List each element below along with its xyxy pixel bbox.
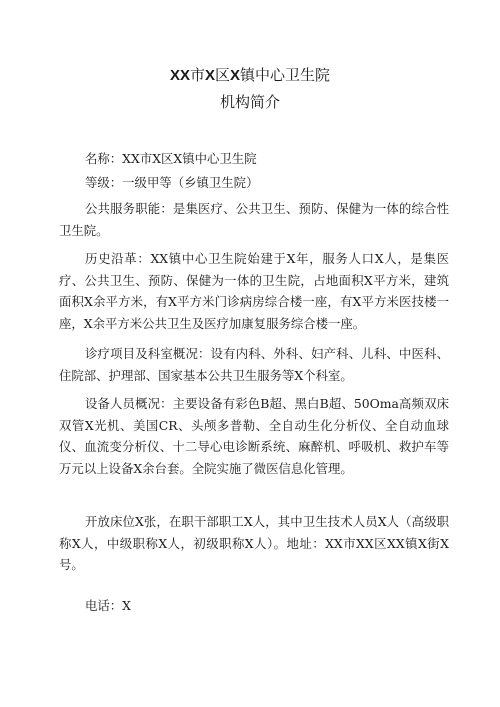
title-city: 市 (189, 66, 205, 84)
paragraph-history: 历史沿革：XX镇中心卫生院始建于X年，服务人口X人，是集医疗、公共卫生、预防、保健为一体的卫生院，占地面积X平方米，建筑面积X余平方米，有X平方米门诊病房综合楼一座，有X平方米医技楼一座，X余平方米公共卫生及医疗加康复服务综合楼一座。 (59, 251, 449, 331)
document-title (0, 65, 500, 86)
paragraph-function: 公共服务职能：是集医疗、公共卫生、预防、保健为一体的综合性卫生院。 (59, 201, 449, 238)
document-subtitle: 机构简介 (219, 93, 280, 111)
title-district: 区 (215, 66, 231, 84)
paragraph-beds-address: 开放床位X张，在职干部职工X人，其中卫生技术人员X人（高级职称X人，中级职称X人，初级职称X人）。地址：XX市XX区XX镇X街X号。 (59, 514, 449, 572)
title-town: 镇中心卫生院 (240, 66, 331, 84)
paragraph-departments: 诊疗项目及科室概况：设有内科、外科、妇产科、儿科、中医科、住院部、护理部、国家基本公共卫生服务等X个科室。 (59, 346, 449, 383)
title-x1: X (204, 67, 215, 84)
paragraph-phone: 电话：X (85, 598, 131, 613)
paragraph-level: 等级：一级甲等（乡镇卫生院） (85, 175, 259, 190)
paragraph-equipment: 设备人员概况：主要设备有彩色B超、黑白B超、50Oma高频双床双管X光机、美国CR、头颅多普勒、全自动生化分析仪、全自动血球仪、血流变分析仪、十二导心电诊断系统、麻醉机、呼吸机、救护车等万元以上设备X余台套。全院实施了微医信息化管理。 (59, 396, 449, 476)
title-x2: X (230, 67, 241, 84)
paragraph-name: 名称：XX市X区X镇中心卫生院 (85, 151, 257, 166)
title-prefix: XX (169, 67, 190, 84)
